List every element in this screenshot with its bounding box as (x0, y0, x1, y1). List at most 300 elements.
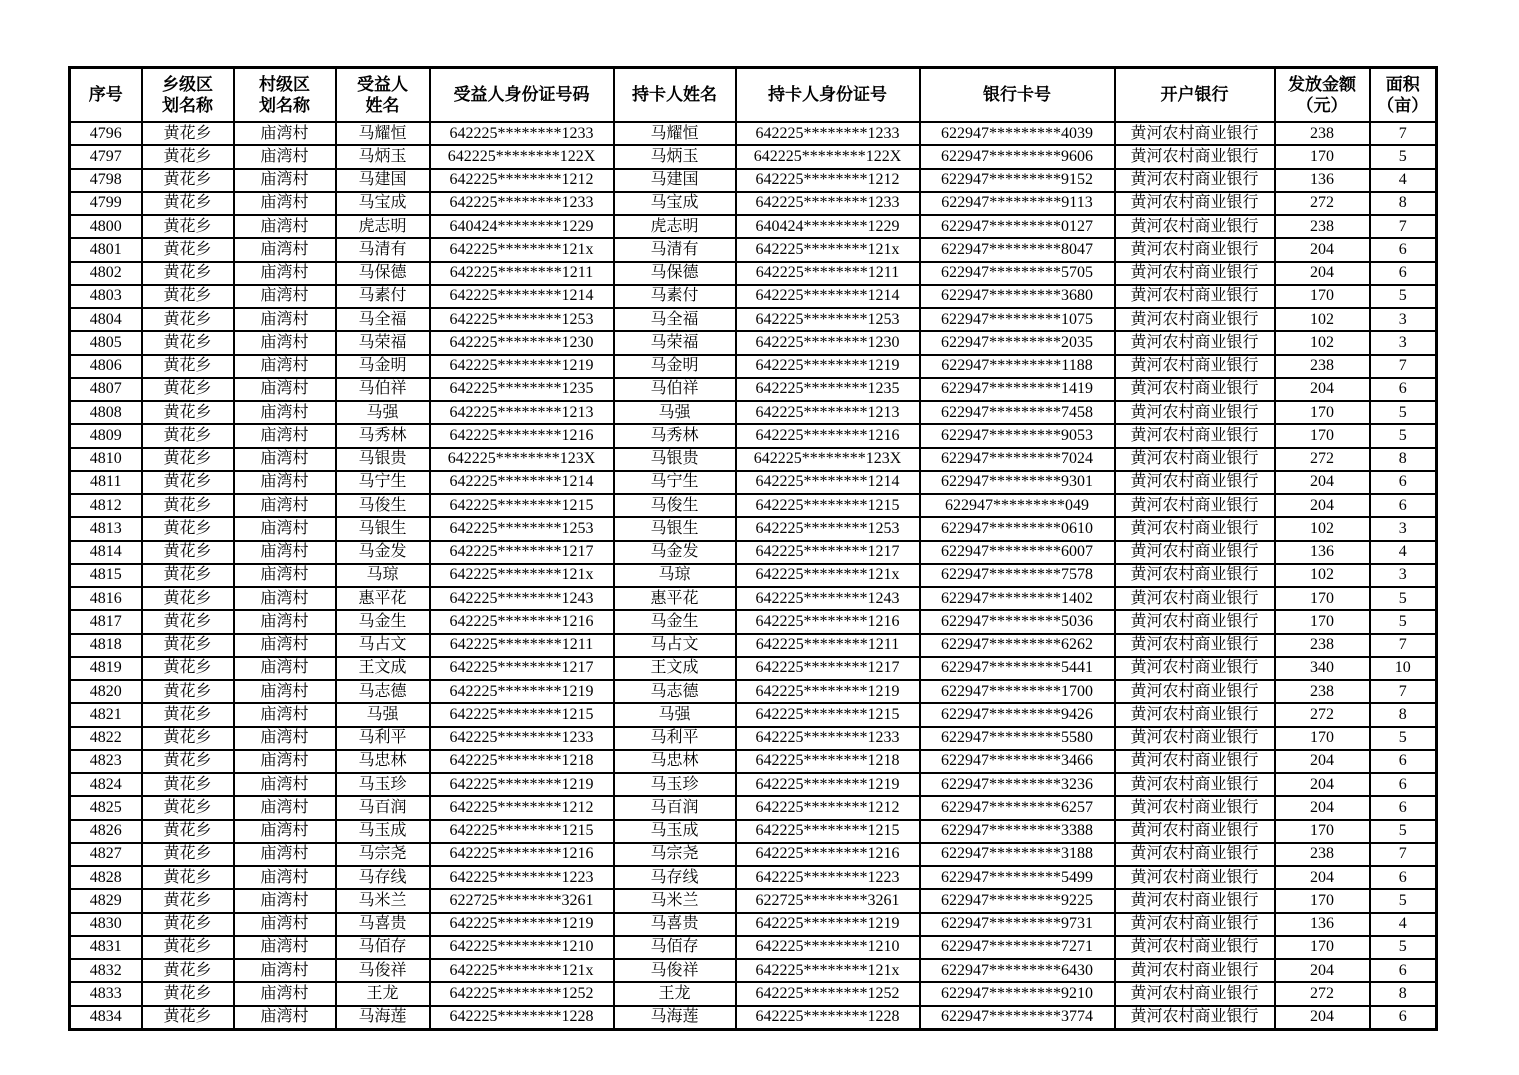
cell-cardholder-id: 642225********1253 (736, 308, 920, 331)
cell-beneficiary-id: 642225********1219 (430, 680, 614, 703)
cell-amount: 238 (1275, 843, 1370, 866)
cell-area: 6 (1370, 238, 1437, 261)
cell-village: 庙湾村 (234, 262, 336, 285)
cell-seq: 4808 (70, 401, 142, 424)
cell-cardholder: 马琼 (614, 564, 736, 587)
cell-bank: 黄河农村商业银行 (1115, 982, 1275, 1005)
cell-cardholder-id: 622725********3261 (736, 889, 920, 912)
table-row (70, 331, 1437, 354)
cell-seq: 4823 (70, 750, 142, 773)
cell-beneficiary-id: 642225********1210 (430, 936, 614, 959)
cell-seq: 4826 (70, 820, 142, 843)
table-row (70, 378, 1437, 401)
cell-card-number: 622947*********9113 (920, 192, 1115, 215)
cell-seq: 4828 (70, 866, 142, 889)
cell-cardholder: 马金生 (614, 610, 736, 633)
cell-area: 6 (1370, 773, 1437, 796)
cell-beneficiary-id: 642225********1212 (430, 169, 614, 192)
cell-area: 3 (1370, 564, 1437, 587)
cell-seq: 4832 (70, 959, 142, 982)
cell-village: 庙湾村 (234, 610, 336, 633)
cell-amount: 170 (1275, 424, 1370, 447)
cell-seq: 4830 (70, 913, 142, 936)
cell-beneficiary-id: 642225********1214 (430, 471, 614, 494)
cell-cardholder-id: 642225********1215 (736, 703, 920, 726)
table-row (70, 750, 1437, 773)
cell-beneficiary-id: 642225********1223 (430, 866, 614, 889)
cell-cardholder: 马保德 (614, 262, 736, 285)
cell-seq: 4822 (70, 727, 142, 750)
cell-bank: 黄河农村商业银行 (1115, 703, 1275, 726)
cell-seq: 4805 (70, 331, 142, 354)
cell-cardholder-id: 642225********1233 (736, 727, 920, 750)
cell-beneficiary-id: 642225********1216 (430, 843, 614, 866)
table-row (70, 610, 1437, 633)
cell-cardholder: 马清有 (614, 238, 736, 261)
table-row (70, 448, 1437, 471)
table-body (70, 122, 1437, 1030)
cell-beneficiary: 马俊祥 (336, 959, 430, 982)
cell-seq: 4804 (70, 308, 142, 331)
cell-bank: 黄河农村商业银行 (1115, 355, 1275, 378)
table-row (70, 657, 1437, 680)
cell-amount: 170 (1275, 936, 1370, 959)
cell-cardholder: 马炳玉 (614, 145, 736, 168)
cell-seq: 4821 (70, 703, 142, 726)
table-row (70, 192, 1437, 215)
cell-cardholder-id: 642225********121x (736, 564, 920, 587)
cell-area: 10 (1370, 657, 1437, 680)
cell-cardholder: 马耀恒 (614, 122, 736, 145)
cell-township: 黄花乡 (142, 680, 234, 703)
cell-beneficiary: 马宁生 (336, 471, 430, 494)
cell-township: 黄花乡 (142, 610, 234, 633)
cell-cardholder: 马佰存 (614, 936, 736, 959)
table-row (70, 936, 1437, 959)
table-row (70, 494, 1437, 517)
cell-beneficiary: 马金明 (336, 355, 430, 378)
cell-area: 3 (1370, 331, 1437, 354)
cell-beneficiary: 马海莲 (336, 1006, 430, 1030)
cell-township: 黄花乡 (142, 750, 234, 773)
cell-beneficiary: 马银生 (336, 517, 430, 540)
cell-amount: 102 (1275, 331, 1370, 354)
cell-card-number: 622947*********3680 (920, 285, 1115, 308)
cell-area: 5 (1370, 820, 1437, 843)
cell-amount: 170 (1275, 587, 1370, 610)
cell-cardholder: 马宁生 (614, 471, 736, 494)
cell-area: 6 (1370, 1006, 1437, 1030)
cell-township: 黄花乡 (142, 238, 234, 261)
cell-bank: 黄河农村商业银行 (1115, 889, 1275, 912)
table-row (70, 424, 1437, 447)
cell-village: 庙湾村 (234, 1006, 336, 1030)
cell-cardholder-id: 642225********1219 (736, 680, 920, 703)
cell-beneficiary: 马金生 (336, 610, 430, 633)
table-row (70, 773, 1437, 796)
cell-amount: 272 (1275, 192, 1370, 215)
cell-cardholder-id: 642225********1211 (736, 262, 920, 285)
cell-card-number: 622947*********9426 (920, 703, 1115, 726)
cell-cardholder-id: 642225********1219 (736, 355, 920, 378)
cell-village: 庙湾村 (234, 169, 336, 192)
cell-bank: 黄河农村商业银行 (1115, 610, 1275, 633)
cell-bank: 黄河农村商业银行 (1115, 238, 1275, 261)
cell-area: 5 (1370, 936, 1437, 959)
cell-cardholder: 马宝成 (614, 192, 736, 215)
cell-cardholder-id: 642225********122X (736, 145, 920, 168)
cell-card-number: 622947*********3466 (920, 750, 1115, 773)
cell-township: 黄花乡 (142, 982, 234, 1005)
cell-township: 黄花乡 (142, 820, 234, 843)
cell-beneficiary: 马强 (336, 401, 430, 424)
cell-bank: 黄河农村商业银行 (1115, 680, 1275, 703)
cell-seq: 4801 (70, 238, 142, 261)
col-header-cardholder: 持卡人姓名 (614, 68, 736, 123)
cell-beneficiary-id: 642225********1233 (430, 192, 614, 215)
cell-amount: 136 (1275, 541, 1370, 564)
cell-beneficiary-id: 642225********1215 (430, 494, 614, 517)
cell-card-number: 622947*********9225 (920, 889, 1115, 912)
cell-area: 5 (1370, 424, 1437, 447)
cell-township: 黄花乡 (142, 401, 234, 424)
cell-amount: 136 (1275, 169, 1370, 192)
cell-beneficiary-id: 642225********1235 (430, 378, 614, 401)
cell-area: 5 (1370, 285, 1437, 308)
cell-card-number: 622947*********0127 (920, 215, 1115, 238)
cell-card-number: 622947*********7024 (920, 448, 1115, 471)
cell-township: 黄花乡 (142, 703, 234, 726)
cell-township: 黄花乡 (142, 773, 234, 796)
cell-township: 黄花乡 (142, 866, 234, 889)
cell-amount: 136 (1275, 913, 1370, 936)
cell-cardholder-id: 642225********1223 (736, 866, 920, 889)
cell-area: 5 (1370, 401, 1437, 424)
cell-bank: 黄河农村商业银行 (1115, 448, 1275, 471)
cell-village: 庙湾村 (234, 192, 336, 215)
cell-village: 庙湾村 (234, 913, 336, 936)
cell-amount: 170 (1275, 820, 1370, 843)
cell-cardholder: 王文成 (614, 657, 736, 680)
cell-card-number: 622947*********3388 (920, 820, 1115, 843)
cell-beneficiary: 马忠林 (336, 750, 430, 773)
cell-cardholder-id: 642225********123X (736, 448, 920, 471)
cell-village: 庙湾村 (234, 401, 336, 424)
cell-beneficiary-id: 642225********123X (430, 448, 614, 471)
cell-beneficiary: 马占文 (336, 634, 430, 657)
cell-cardholder-id: 642225********1214 (736, 285, 920, 308)
cell-village: 庙湾村 (234, 378, 336, 401)
cell-area: 7 (1370, 634, 1437, 657)
cell-seq: 4814 (70, 541, 142, 564)
cell-cardholder: 马银生 (614, 517, 736, 540)
cell-card-number: 622947*********9731 (920, 913, 1115, 936)
cell-seq: 4803 (70, 285, 142, 308)
cell-beneficiary-id: 642225********1211 (430, 634, 614, 657)
cell-card-number: 622947*********9606 (920, 145, 1115, 168)
cell-beneficiary-id: 642225********1215 (430, 820, 614, 843)
cell-card-number: 622947*********5705 (920, 262, 1115, 285)
cell-township: 黄花乡 (142, 1006, 234, 1030)
cell-village: 庙湾村 (234, 471, 336, 494)
cell-beneficiary: 马秀林 (336, 424, 430, 447)
cell-card-number: 622947*********9210 (920, 982, 1115, 1005)
cell-cardholder-id: 642225********1233 (736, 192, 920, 215)
cell-village: 庙湾村 (234, 541, 336, 564)
cell-seq: 4797 (70, 145, 142, 168)
cell-beneficiary: 马佰存 (336, 936, 430, 959)
cell-cardholder-id: 642225********1216 (736, 843, 920, 866)
cell-beneficiary: 马存线 (336, 866, 430, 889)
cell-village: 庙湾村 (234, 959, 336, 982)
cell-beneficiary-id: 642225********1219 (430, 913, 614, 936)
cell-beneficiary-id: 642225********1219 (430, 355, 614, 378)
cell-cardholder-id: 642225********121x (736, 959, 920, 982)
cell-cardholder: 马宗尧 (614, 843, 736, 866)
cell-amount: 204 (1275, 378, 1370, 401)
cell-amount: 204 (1275, 471, 1370, 494)
cell-village: 庙湾村 (234, 355, 336, 378)
cell-beneficiary: 马建国 (336, 169, 430, 192)
cell-area: 8 (1370, 703, 1437, 726)
col-header-cardholder-id: 持卡人身份证号 (736, 68, 920, 123)
cell-township: 黄花乡 (142, 889, 234, 912)
cell-township: 黄花乡 (142, 192, 234, 215)
cell-seq: 4812 (70, 494, 142, 517)
cell-village: 庙湾村 (234, 587, 336, 610)
cell-amount: 170 (1275, 145, 1370, 168)
cell-township: 黄花乡 (142, 564, 234, 587)
cell-cardholder: 马利平 (614, 727, 736, 750)
cell-bank: 黄河农村商业银行 (1115, 796, 1275, 819)
table-header (70, 68, 1437, 123)
cell-card-number: 622947*********7578 (920, 564, 1115, 587)
cell-village: 庙湾村 (234, 517, 336, 540)
cell-area: 4 (1370, 541, 1437, 564)
cell-bank: 黄河农村商业银行 (1115, 494, 1275, 517)
col-header-area: 面积 （亩） (1370, 68, 1437, 123)
cell-township: 黄花乡 (142, 913, 234, 936)
cell-cardholder-id: 642225********1252 (736, 982, 920, 1005)
cell-township: 黄花乡 (142, 587, 234, 610)
cell-amount: 204 (1275, 494, 1370, 517)
cell-bank: 黄河农村商业银行 (1115, 401, 1275, 424)
cell-cardholder: 马存线 (614, 866, 736, 889)
cell-township: 黄花乡 (142, 424, 234, 447)
cell-bank: 黄河农村商业银行 (1115, 285, 1275, 308)
cell-area: 6 (1370, 494, 1437, 517)
cell-seq: 4810 (70, 448, 142, 471)
cell-seq: 4825 (70, 796, 142, 819)
cell-seq: 4834 (70, 1006, 142, 1030)
cell-amount: 170 (1275, 285, 1370, 308)
cell-area: 7 (1370, 215, 1437, 238)
cell-area: 7 (1370, 122, 1437, 145)
cell-seq: 4806 (70, 355, 142, 378)
cell-township: 黄花乡 (142, 517, 234, 540)
cell-township: 黄花乡 (142, 796, 234, 819)
table-row (70, 889, 1437, 912)
cell-cardholder-id: 642225********1228 (736, 1006, 920, 1030)
cell-cardholder: 马素付 (614, 285, 736, 308)
cell-seq: 4807 (70, 378, 142, 401)
cell-beneficiary-id: 642225********1218 (430, 750, 614, 773)
cell-card-number: 622947*********7458 (920, 401, 1115, 424)
cell-beneficiary: 马喜贵 (336, 913, 430, 936)
cell-township: 黄花乡 (142, 331, 234, 354)
cell-beneficiary-id: 642225********1213 (430, 401, 614, 424)
cell-village: 庙湾村 (234, 145, 336, 168)
cell-beneficiary-id: 642225********1217 (430, 541, 614, 564)
cell-cardholder: 马百润 (614, 796, 736, 819)
table-row (70, 634, 1437, 657)
cell-beneficiary-id: 642225********1216 (430, 610, 614, 633)
cell-beneficiary-id: 642225********121x (430, 564, 614, 587)
cell-cardholder-id: 642225********1233 (736, 122, 920, 145)
cell-beneficiary: 马荣福 (336, 331, 430, 354)
cell-amount: 170 (1275, 889, 1370, 912)
cell-area: 6 (1370, 796, 1437, 819)
cell-area: 5 (1370, 587, 1437, 610)
cell-beneficiary-id: 642225********1215 (430, 703, 614, 726)
cell-area: 7 (1370, 843, 1437, 866)
cell-amount: 204 (1275, 796, 1370, 819)
table-row (70, 401, 1437, 424)
cell-seq: 4820 (70, 680, 142, 703)
cell-village: 庙湾村 (234, 238, 336, 261)
cell-beneficiary-id: 642225********1219 (430, 773, 614, 796)
cell-card-number: 622947*********5499 (920, 866, 1115, 889)
cell-beneficiary-id: 642225********1252 (430, 982, 614, 1005)
cell-area: 7 (1370, 355, 1437, 378)
cell-beneficiary-id: 622725********3261 (430, 889, 614, 912)
cell-seq: 4813 (70, 517, 142, 540)
col-header-beneficiary: 受益人 姓名 (336, 68, 430, 123)
cell-township: 黄花乡 (142, 285, 234, 308)
cell-village: 庙湾村 (234, 308, 336, 331)
cell-cardholder: 马占文 (614, 634, 736, 657)
table-row (70, 355, 1437, 378)
cell-cardholder: 马海莲 (614, 1006, 736, 1030)
cell-village: 庙湾村 (234, 866, 336, 889)
cell-beneficiary-id: 642225********1233 (430, 727, 614, 750)
cell-beneficiary: 马素付 (336, 285, 430, 308)
cell-beneficiary-id: 642225********1211 (430, 262, 614, 285)
cell-card-number: 622947*********9053 (920, 424, 1115, 447)
cell-area: 7 (1370, 680, 1437, 703)
cell-card-number: 622947*********6257 (920, 796, 1115, 819)
cell-village: 庙湾村 (234, 448, 336, 471)
cell-village: 庙湾村 (234, 634, 336, 657)
cell-village: 庙湾村 (234, 773, 336, 796)
cell-beneficiary-id: 642225********1216 (430, 424, 614, 447)
cell-cardholder: 马秀林 (614, 424, 736, 447)
cell-amount: 272 (1275, 703, 1370, 726)
cell-area: 4 (1370, 169, 1437, 192)
cell-card-number: 622947*********4039 (920, 122, 1115, 145)
cell-village: 庙湾村 (234, 680, 336, 703)
cell-area: 3 (1370, 308, 1437, 331)
cell-village: 庙湾村 (234, 564, 336, 587)
cell-card-number: 622947*********5036 (920, 610, 1115, 633)
cell-beneficiary: 马炳玉 (336, 145, 430, 168)
cell-beneficiary: 马利平 (336, 727, 430, 750)
cell-seq: 4815 (70, 564, 142, 587)
cell-township: 黄花乡 (142, 727, 234, 750)
cell-bank: 黄河农村商业银行 (1115, 424, 1275, 447)
cell-cardholder: 马荣福 (614, 331, 736, 354)
cell-cardholder-id: 642225********1235 (736, 378, 920, 401)
col-header-card-number: 银行卡号 (920, 68, 1115, 123)
cell-card-number: 622947*********8047 (920, 238, 1115, 261)
cell-bank: 黄河农村商业银行 (1115, 145, 1275, 168)
col-header-village: 村级区 划名称 (234, 68, 336, 123)
cell-cardholder: 马米兰 (614, 889, 736, 912)
cell-beneficiary-id: 642225********1228 (430, 1006, 614, 1030)
cell-village: 庙湾村 (234, 843, 336, 866)
table-row (70, 308, 1437, 331)
table-row (70, 703, 1437, 726)
col-header-seq: 序号 (70, 68, 142, 123)
table-row (70, 564, 1437, 587)
cell-bank: 黄河农村商业银行 (1115, 727, 1275, 750)
cell-township: 黄花乡 (142, 378, 234, 401)
cell-cardholder: 王龙 (614, 982, 736, 1005)
cell-card-number: 622947*********9301 (920, 471, 1115, 494)
cell-amount: 204 (1275, 262, 1370, 285)
cell-beneficiary-id: 642225********1214 (430, 285, 614, 308)
cell-amount: 102 (1275, 517, 1370, 540)
table-row (70, 727, 1437, 750)
cell-village: 庙湾村 (234, 750, 336, 773)
col-header-township: 乡级区 划名称 (142, 68, 234, 123)
cell-village: 庙湾村 (234, 936, 336, 959)
cell-card-number: 622947*********1700 (920, 680, 1115, 703)
cell-bank: 黄河农村商业银行 (1115, 913, 1275, 936)
col-header-bank: 开户银行 (1115, 68, 1275, 123)
cell-beneficiary: 马伯祥 (336, 378, 430, 401)
cell-amount: 204 (1275, 238, 1370, 261)
cell-village: 庙湾村 (234, 820, 336, 843)
cell-seq: 4831 (70, 936, 142, 959)
cell-cardholder: 马全福 (614, 308, 736, 331)
cell-cardholder-id: 642225********1212 (736, 169, 920, 192)
cell-bank: 黄河农村商业银行 (1115, 843, 1275, 866)
cell-bank: 黄河农村商业银行 (1115, 378, 1275, 401)
cell-village: 庙湾村 (234, 727, 336, 750)
cell-bank: 黄河农村商业银行 (1115, 773, 1275, 796)
cell-village: 庙湾村 (234, 331, 336, 354)
cell-amount: 238 (1275, 215, 1370, 238)
cell-bank: 黄河农村商业银行 (1115, 634, 1275, 657)
cell-village: 庙湾村 (234, 122, 336, 145)
cell-beneficiary: 马玉珍 (336, 773, 430, 796)
cell-township: 黄花乡 (142, 471, 234, 494)
cell-seq: 4817 (70, 610, 142, 633)
cell-village: 庙湾村 (234, 215, 336, 238)
cell-area: 8 (1370, 192, 1437, 215)
cell-beneficiary: 马俊生 (336, 494, 430, 517)
table-row (70, 145, 1437, 168)
cell-township: 黄花乡 (142, 936, 234, 959)
cell-beneficiary: 马强 (336, 703, 430, 726)
table-row (70, 215, 1437, 238)
cell-township: 黄花乡 (142, 215, 234, 238)
cell-beneficiary: 王龙 (336, 982, 430, 1005)
table-row (70, 541, 1437, 564)
table-row (70, 517, 1437, 540)
cell-card-number: 622947*********1402 (920, 587, 1115, 610)
